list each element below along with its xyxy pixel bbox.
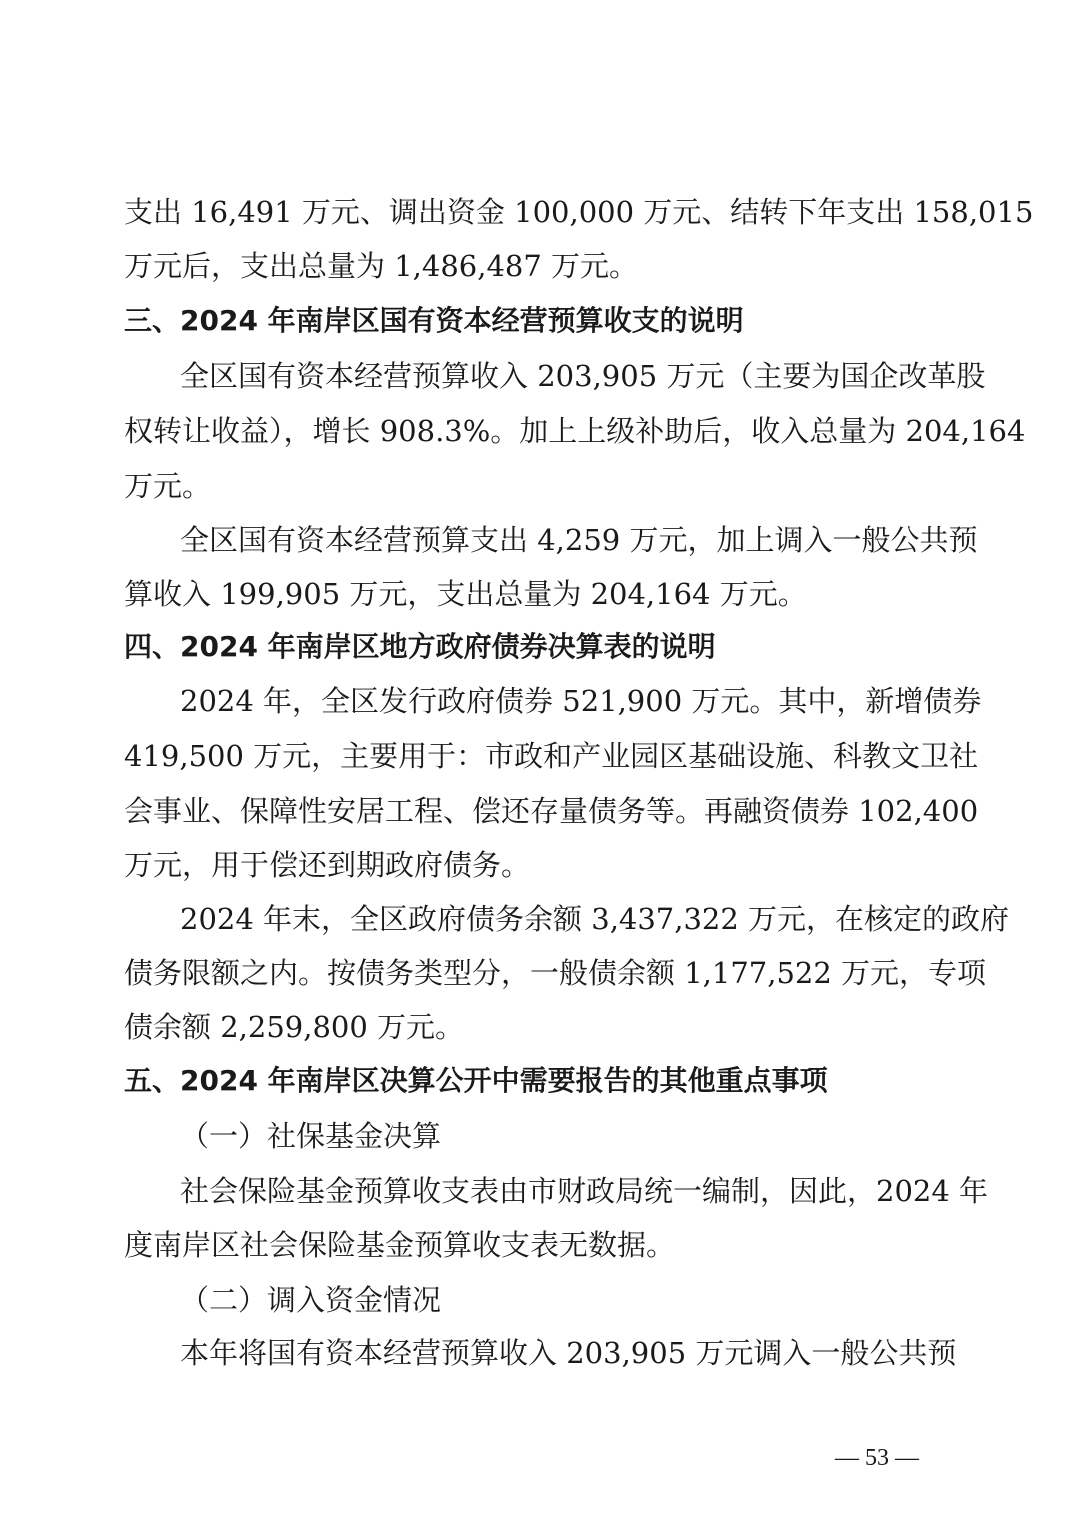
section-heading-3: 三、2024 年南岸区国有资本经营预算收支的说明 <box>124 304 744 337</box>
section-heading-5: 五、2024 年南岸区决算公开中需要报告的其他重点事项 <box>124 1064 828 1097</box>
body-text-line: 万元。 <box>124 469 212 503</box>
body-text-line: 度南岸区社会保险基金预算收支表无数据。 <box>124 1228 676 1262</box>
body-text-line: 419,500 万元，主要用于：市政和产业园区基础设施、科教文卫社 <box>124 739 979 773</box>
body-text-line: 会事业、保障性安居工程、偿还存量债务等。再融资债券 102,400 <box>124 794 979 828</box>
body-text-line: 2024 年末，全区政府债务余额 3,437,322 万元，在核定的政府 <box>180 902 1010 936</box>
body-text-line: 万元，用于偿还到期政府债务。 <box>124 848 531 882</box>
body-text-line: 算收入 199,905 万元，支出总量为 204,164 万元。 <box>124 577 807 611</box>
body-text-line: 债余额 2,259,800 万元。 <box>124 1010 465 1044</box>
body-text-line: 债务限额之内。按债务类型分，一般债余额 1,177,522 万元，专项 <box>124 956 987 990</box>
subsection-heading: （二）调入资金情况 <box>180 1283 442 1317</box>
body-text-line: 权转让收益），增长 908.3%。加上上级补助后，收入总量为 204,164 <box>124 414 1026 448</box>
body-text-line: 万元后，支出总量为 1,486,487 万元。 <box>124 249 639 283</box>
body-text-line: 2024 年，全区发行政府债券 521,900 万元。其中，新增债券 <box>180 684 982 718</box>
subsection-heading: （一）社保基金决算 <box>180 1119 442 1153</box>
body-text-line: 支出 16,491 万元、调出资金 100,000 万元、结转下年支出 158,015 <box>124 195 1034 229</box>
body-text-line: 社会保险基金预算收支表由市财政局统一编制，因此，2024 年 <box>180 1174 989 1208</box>
page-number: — 53 — <box>835 1445 919 1471</box>
body-text-line: 全区国有资本经营预算支出 4,259 万元，加上调入一般公共预 <box>180 523 978 557</box>
body-text-line: 本年将国有资本经营预算收入 203,905 万元调入一般公共预 <box>180 1336 957 1370</box>
body-text-line: 全区国有资本经营预算收入 203,905 万元（主要为国企改革股 <box>180 359 986 393</box>
section-heading-4: 四、2024 年南岸区地方政府债券决算表的说明 <box>124 630 716 663</box>
